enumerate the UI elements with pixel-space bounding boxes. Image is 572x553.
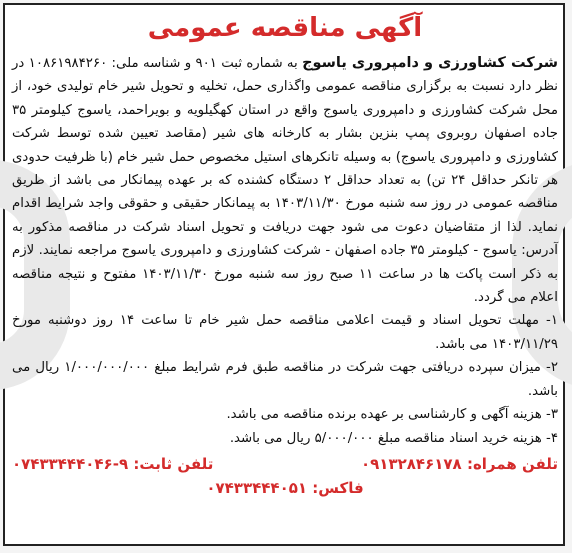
- list-item: ۱- مهلت تحویل اسناد و قیمت اعلامی مناقصه حمل شیر خام تا ساعت ۱۴ روز دوشنبه مورخ ۱۴۰۳/۱۱/۲۹ می باشد.: [12, 313, 558, 352]
- advertisement-content: [12, 8, 558, 538]
- landline-phone: تلفن ثابت: ۹-۰۷۴۳۳۴۴۴۰۴۶: [12, 454, 214, 473]
- main-paragraph: [12, 52, 558, 309]
- list-item: ۳- هزینه آگهی و کارشناسی بر عهده برنده مناقصه می باشد.: [226, 407, 558, 423]
- conditions-list: [12, 309, 558, 449]
- page-title: آگهی مناقصه عمومی: [147, 13, 423, 43]
- contact-row-fax: [12, 476, 558, 500]
- company-name: شرکت کشاورزی و دامپروری یاسوج: [302, 55, 559, 71]
- list-item: ۲- میزان سپرده دریافتی جهت شرکت در مناقصه طبق فرم شرایط مبلغ ۱/۰۰۰/۰۰۰/۰۰۰ ریال می باشد.: [12, 360, 558, 399]
- contact-row-phones: [12, 452, 558, 476]
- list-item: ۴- هزینه خرید اسناد مناقصه مبلغ ۵/۰۰۰/۰۰۰ ریال می باشد.: [229, 430, 558, 446]
- main-paragraph-text: به شماره ثبت ۹۰۱ و شناسه ملی: ۱۰۸۶۱۹۸۴۲۶۰ در نظر دارد نسبت به برگزاری مناقصه عمومی واگذاری حمل، تخلیه و تحویل شیر خام تولیدی خود، از محل شرکت کشاورزی و دامپروری یاسوج واقع در استان کهگیلویه و بویراحمد، یاسوج کیلومتر ۳۵ جاده اصفهان روبروی پمپ بنزین بشار به کارخانه های شیر (مقاصد تعیین شده توسط شرکت کشاورزی و دامپروری یاسوج) به وسیله تانکرهای استیل مخصوص حمل شیر خام (با ظرفیت حدودی هر تانکر حداقل ۲۴ تن) به تعداد حداقل ۲ دستگاه کشنده که بر عهده پیمانکار می باشد از طریق مناقصه عمومی در روز سه شنبه مورخ ۱۴۰۳/۱۱/۳۰ به پیمانکار حقیقی و حقوقی واجد شرایط اقدام نماید. لذا از متقاضیان دعوت می شود جهت دریافت و تحویل اسناد شرکت در مناقصه مذکور به آدرس: یاسوج - کیلومتر ۳۵ جاده اصفهان - شرکت کشاورزی و دامپروری یاسوج مراجعه نمایند. لازم به ذکر است پاکت ها در ساعت ۱۱ صبح روز سه شنبه مورخ ۱۴۰۳/۱۱/۳۰ مفتوح و نتیجه مناقصه اعلام می گردد.: [12, 56, 559, 306]
- mobile-phone: تلفن همراه: ۰۹۱۳۲۸۴۶۱۷۸: [361, 454, 558, 473]
- contact-info: [12, 452, 558, 500]
- fax-number: فاکس: ۰۷۴۳۳۴۴۴۰۵۱: [206, 478, 364, 497]
